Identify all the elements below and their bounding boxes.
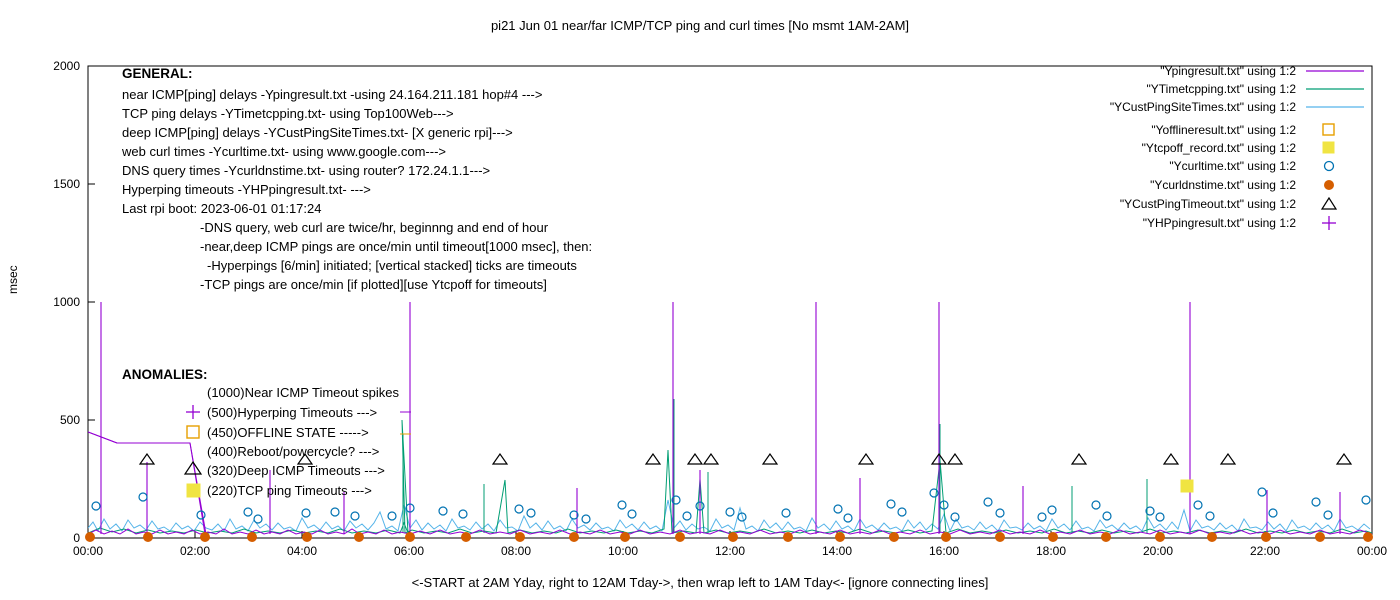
legend-label-0: "Ypingresult.txt" using 1:2 (1160, 64, 1296, 78)
general-indented-2: -Hyperpings [6/min] initiated; [vertical stacked] ticks are timeouts (207, 258, 577, 273)
x-axis-label: <-START at 2AM Yday, right to 12AM Tday->, then wrap left to 1AM Tday<- [ignore connecting lines] (411, 575, 989, 590)
legend-swatch-yofflineresult (1323, 124, 1334, 135)
x-tick-4: 08:00 (500, 544, 532, 558)
x-tick-6: 12:00 (714, 544, 746, 558)
legend-label-7: "YCustPingTimeout.txt" using 1:2 (1119, 197, 1296, 211)
chart-legend (1110, 64, 1364, 230)
series-ytimetcpping-spikes (403, 399, 1147, 533)
general-line-0: near ICMP[ping] delays -Ypingresult.txt -using 24.164.211.181 hop#4 ---> (122, 87, 543, 102)
legend-swatch-ycustpingtimeout (1322, 198, 1336, 209)
legend-label-8: "YHPpingresult.txt" using 1:2 (1142, 216, 1296, 230)
general-indented-0: -DNS query, web curl are twice/hr, beginnng and end of hour (200, 220, 549, 235)
anomaly-marker-open-square-icon (187, 426, 199, 438)
x-tick-1: 02:00 (179, 544, 211, 558)
x-tick-10: 20:00 (1142, 544, 1174, 558)
anomaly-marker-plus-icon (186, 405, 200, 419)
y-tick-2000: 2000 (53, 59, 80, 73)
x-tick-9: 18:00 (1035, 544, 1067, 558)
legend-label-1: "YTimetcpping.txt" using 1:2 (1146, 82, 1296, 96)
y-axis-label: msec (6, 265, 20, 294)
legend-label-5: "Ycurltime.txt" using 1:2 (1169, 159, 1296, 173)
x-tick-8: 16:00 (928, 544, 960, 558)
x-tick-12: 00:00 (1356, 544, 1388, 558)
x-tick-11: 22:00 (1249, 544, 1281, 558)
legend-label-6: "Ycurldnstime.txt" using 1:2 (1150, 178, 1296, 192)
anomaly-label-4: (320)Deep ICMP Timeouts ---> (207, 463, 385, 478)
general-heading: GENERAL: (122, 66, 193, 81)
anomaly-label-5: (220)TCP ping Timeouts ---> (207, 483, 372, 498)
x-tick-0: 00:00 (72, 544, 104, 558)
anomalies-heading: ANOMALIES: (122, 367, 208, 382)
x-tick-2: 04:00 (286, 544, 318, 558)
legend-swatch-yhppingresult (1322, 216, 1336, 230)
general-line-2: deep ICMP[ping] delays -YCustPingSiteTimes.txt- [X generic rpi]---> (122, 125, 513, 140)
general-line-3: web curl times -Ycurltime.txt- using www.google.com---> (122, 144, 447, 159)
legend-swatch-ycurldnstime (1324, 180, 1334, 190)
legend-label-4: "Ytcpoff_record.txt" using 1:2 (1141, 141, 1296, 155)
general-indented-3: -TCP pings are once/min [if plotted][use Ytcpoff for timeouts] (200, 277, 547, 292)
anomaly-label-2: (450)OFFLINE STATE -----> (207, 425, 369, 440)
legend-swatch-ycurltime (1325, 162, 1334, 171)
general-line-6: Last rpi boot: 2023-06-01 01:17:24 (122, 201, 322, 216)
x-tick-7: 14:00 (821, 544, 853, 558)
general-line-5: Hyperping timeouts -YHPpingresult.txt- ---> (122, 182, 371, 197)
anomaly-marker-filled-square-icon (187, 484, 200, 497)
y-tick-1000: 1000 (53, 295, 80, 309)
x-tick-5: 10:00 (607, 544, 639, 558)
general-annotations (121, 66, 592, 292)
series-ytcpoff-marker (1181, 480, 1193, 492)
y-tick-0: 0 (73, 531, 80, 545)
general-indented-1: -near,deep ICMP pings are once/min until timeout[1000 msec], then: (200, 239, 593, 254)
anomaly-label-1: (500)Hyperping Timeouts ---> (207, 405, 378, 420)
general-line-1: TCP ping delays -YTimetcpping.txt- using Top100Web---> (122, 106, 454, 121)
y-tick-1500: 1500 (53, 177, 80, 191)
legend-label-3: "Yofflineresult.txt" using 1:2 (1151, 123, 1296, 137)
y-tick-500: 500 (59, 413, 80, 427)
chart-title: pi21 Jun 01 near/far ICMP/TCP ping and curl times [No msmt 1AM-2AM] (490, 18, 910, 33)
legend-swatch-ytcpoff (1323, 142, 1334, 153)
y-axis-ticks (53, 59, 95, 545)
anomaly-label-0: (1000)Near ICMP Timeout spikes (207, 385, 399, 400)
x-tick-3: 06:00 (393, 544, 425, 558)
anomalies-annotations (122, 367, 411, 498)
legend-label-2: "YCustPingSiteTimes.txt" using 1:2 (1109, 100, 1296, 114)
anomaly-label-3: (400)Reboot/powercycle? ---> (207, 444, 380, 459)
general-line-4: DNS query times -Ycurldnstime.txt- using router? 172.24.1.1---> (122, 163, 491, 178)
